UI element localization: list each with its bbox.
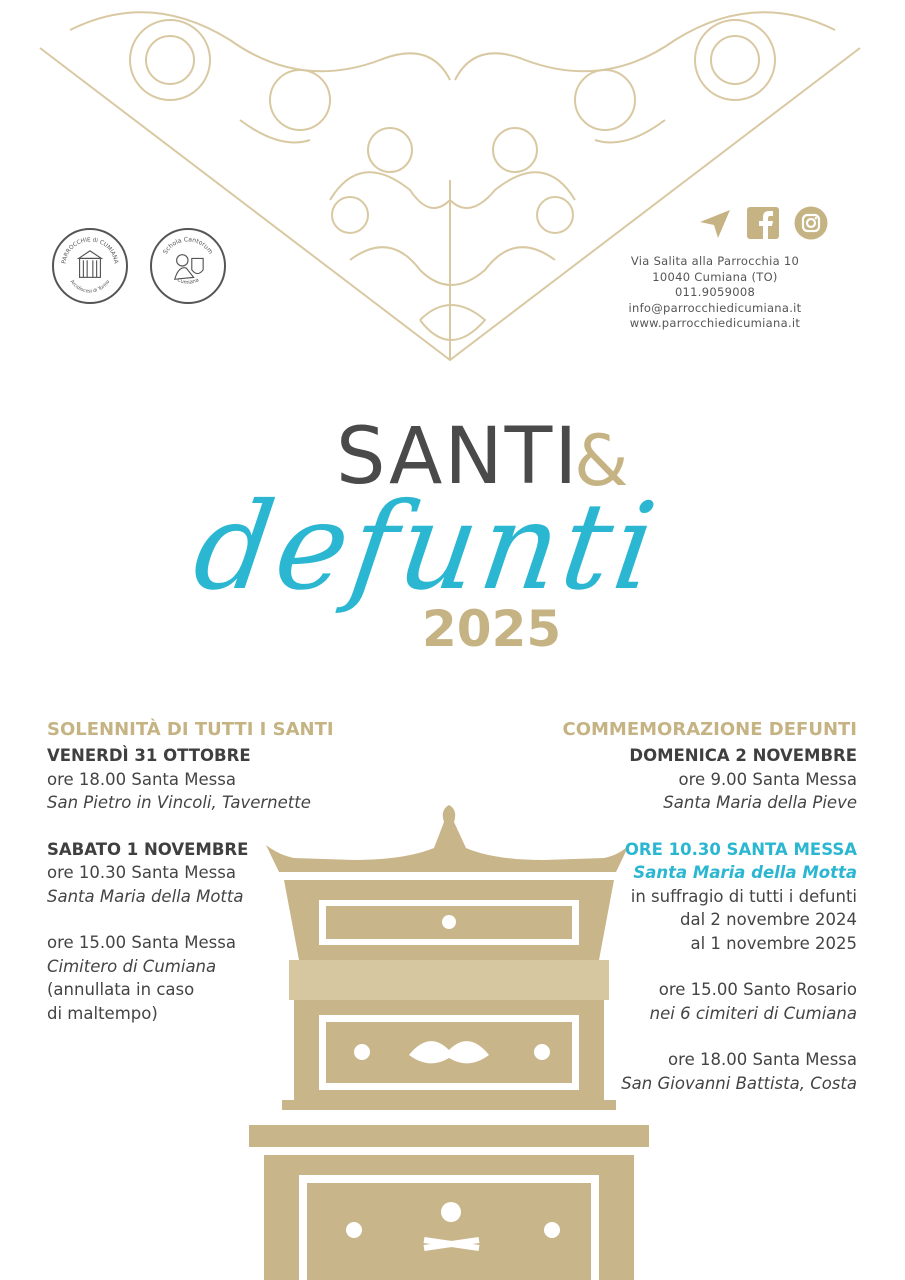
left-heading: SOLENNITÀ DI TUTTI I SANTI bbox=[47, 719, 334, 740]
logo-left-top-text: PARROCCHIE di CUMIANA bbox=[61, 237, 119, 265]
right-event-1: ore 9.00 Santa Messa bbox=[678, 769, 857, 789]
title-santi: SANTI bbox=[336, 412, 580, 502]
left-day-2-place-1: Santa Maria della Motta bbox=[47, 886, 244, 906]
contact-block bbox=[585, 254, 845, 332]
title-ampersand: & bbox=[574, 420, 629, 502]
logo-right-top-text: Schola Cantorum bbox=[161, 236, 215, 256]
left-day-2-place-2: Cimitero di Cumiana bbox=[47, 956, 217, 976]
right-place-1: Santa Maria della Pieve bbox=[663, 793, 857, 812]
right-place-3: nei 6 cimiteri di Cumiana bbox=[649, 1003, 857, 1023]
right-day: DOMENICA 2 NOVEMBRE bbox=[629, 746, 857, 765]
right-place-2: Santa Maria della Motta bbox=[633, 863, 857, 882]
address-line-2: 10040 Cumiana (TO) bbox=[652, 269, 778, 284]
left-day-2-event-1: ore 10.30 Santa Messa bbox=[47, 863, 236, 882]
left-day-1-event: ore 18.00 Santa Messa bbox=[47, 769, 236, 789]
left-day-2-note-2: di maltempo) bbox=[47, 1003, 158, 1023]
left-day-2-note-1: (annullata in caso bbox=[47, 980, 195, 999]
right-heading: COMMEMORAZIONE DEFUNTI bbox=[562, 719, 857, 740]
logo-left-bottom-text: Arcidiocesi di Torino bbox=[68, 279, 112, 295]
right-event-4: ore 18.00 Santa Messa bbox=[668, 1050, 857, 1069]
right-note-2: dal 2 novembre 2024 bbox=[680, 910, 857, 929]
svg-text:Arcidiocesi di Torino bbox=[69, 279, 112, 295]
title-defunti: defunti bbox=[186, 478, 668, 617]
website[interactable]: www.parrocchiedicumiana.it bbox=[629, 316, 801, 330]
send-icon[interactable] bbox=[698, 206, 732, 240]
left-day-2: SABATO 1 NOVEMBRE bbox=[47, 839, 249, 859]
left-schedule bbox=[47, 716, 427, 1025]
right-schedule bbox=[457, 716, 857, 1095]
parrocchie-logo bbox=[52, 228, 128, 304]
email[interactable]: info@parrocchiedicumiana.it bbox=[628, 300, 802, 315]
right-note-3: al 1 novembre 2025 bbox=[690, 933, 857, 953]
right-note-1: in suffragio di tutti i defunti bbox=[630, 886, 857, 906]
svg-text:Schola Cantorum bbox=[162, 236, 214, 255]
phone: 011.9059008 bbox=[674, 285, 756, 299]
address-line-1: Via Salita alla Parrocchia 10 bbox=[630, 254, 800, 268]
schola-cantorum-logo bbox=[150, 228, 226, 304]
right-place-4: San Giovanni Battista, Costa bbox=[621, 1073, 857, 1093]
left-day-2-event-2: ore 15.00 Santa Messa bbox=[47, 933, 236, 952]
right-event-3: ore 15.00 Santo Rosario bbox=[658, 980, 857, 999]
right-event-2: ORE 10.30 SANTA MESSA bbox=[624, 839, 857, 859]
logo-right-bottom-text: Cumiana bbox=[176, 277, 200, 286]
title-year: 2025 bbox=[422, 600, 562, 658]
facebook-icon[interactable] bbox=[746, 206, 780, 240]
instagram-icon[interactable] bbox=[794, 206, 828, 240]
left-day-1: VENERDÌ 31 OTTOBRE bbox=[47, 746, 251, 765]
left-day-1-place: San Pietro in Vincoli, Tavernette bbox=[47, 793, 311, 812]
social-icons bbox=[698, 206, 828, 240]
